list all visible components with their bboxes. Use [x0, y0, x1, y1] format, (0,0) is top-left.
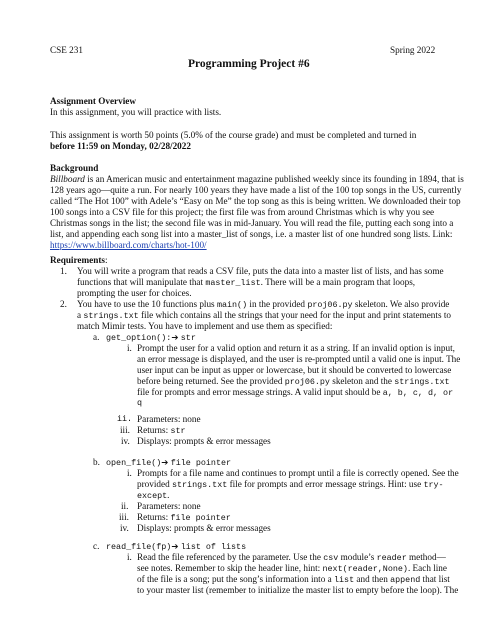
returns-line: Returns: file pointer [137, 512, 231, 523]
param-line: Parameters: none [137, 501, 201, 511]
course-code: CSE 231 [50, 45, 83, 55]
requirement-line: prompting the user for choices. [77, 288, 192, 298]
requirement-line: You have to use the 10 functions plus main() in the provided proj06.py skeleton. We also provide [77, 299, 450, 310]
roman-numeral: i. [127, 343, 132, 353]
roman-numeral: ii. [117, 414, 133, 424]
desc-line: see notes. Remember to skip the header line, hint: next(reader,None). Each line [137, 563, 447, 574]
desc-line: Prompts for a file name and continues to prompt until a file is correctly opened. See the [137, 468, 459, 478]
desc-line: file for prompts and error message strings. A valid input should be a, b, c, d, or [137, 387, 454, 398]
background-heading: Background [50, 163, 99, 173]
arrow-icon: ➔ [161, 458, 169, 468]
requirement-line: functions that will manipulate that master_list. There will be a main program that loops, [77, 277, 416, 288]
desc-line: Read the file referenced by the parameter. Use the csv module’s reader method— [137, 552, 446, 563]
function-signature-open-file: open_file()➔ file pointer [106, 458, 232, 468]
roman-numeral: iv. [120, 523, 129, 533]
requirements-heading: Requirements: [50, 255, 108, 265]
roman-numeral: iii. [119, 512, 129, 522]
code-main: main() [216, 300, 248, 310]
billboard-name: Billboard [50, 174, 85, 184]
list-number: 2. [60, 299, 67, 309]
background-line: Billboard is an American music and entertainment magazine published weekly since its founding in 1894, that is [50, 174, 464, 184]
desc-line: provided strings.txt file for prompts and error message strings. Hint: use try- [137, 479, 444, 490]
overview-heading: Assignment Overview [50, 96, 136, 106]
worth-text: This assignment is worth 50 points (5.0% of the course grade) and must be completed and turned in [50, 130, 417, 140]
page-title: Programming Project #6 [188, 58, 310, 70]
function-letter: a. [93, 332, 100, 342]
background-line: called “The Hot 100” with Adele’s “Easy on Me” the top song as this is being written. We downloaded their top [50, 196, 461, 206]
function-letter: b. [93, 457, 100, 467]
requirement-line: match Mimir tests. You have to implement and use them as specified: [77, 321, 333, 331]
function-letter: c. [93, 541, 100, 551]
requirement-line: a strings.txt file which contains all the strings that your need for the input and print statements to [77, 310, 451, 321]
background-line: 100 songs into a CSV file for this project; the first file was from around Christmas which is why you see [50, 207, 435, 217]
desc-line: before being returned. See the provided proj06.py skeleton and the strings.txt [137, 376, 450, 387]
code-proj06: proj06.py [307, 300, 353, 310]
desc-line: Prompt the user for a valid option and return it as a string. If an invalid option is input, [137, 343, 455, 353]
function-signature-read-file: read_file(fp)➔ list of lists [106, 542, 247, 552]
displays-line: Displays: prompts & error messages [137, 436, 271, 446]
billboard-link[interactable]: https://www.billboard.com/charts/hot-100/ [50, 240, 207, 250]
due-date: before 11:59 on Monday, 02/28/2022 [50, 141, 191, 151]
requirement-line: You will write a program that reads a CSV file, puts the data into a master list of lists, and has some [77, 266, 444, 276]
code-strings-txt: strings.txt [83, 311, 139, 321]
returns-line: Returns: str [137, 425, 186, 436]
roman-numeral: i. [127, 552, 132, 562]
param-line: Parameters: none [137, 414, 201, 424]
desc-line: of the file is a song; put the song’s information into a list and then append that list [137, 574, 450, 585]
desc-line: user input can be input as upper or lowercase, but it should be converted to lowercase [137, 365, 452, 375]
list-number: 1. [60, 266, 67, 276]
term-label: Spring 2022 [390, 45, 436, 55]
background-line: list, and appending each song list into a master_list of songs, i.e. a master list of one hundred song lists. Link: [50, 229, 453, 239]
arrow-icon: ➔ [171, 333, 179, 343]
overview-text: In this assignment, you will practice with lists. [50, 107, 222, 117]
roman-numeral: iii. [120, 425, 130, 435]
desc-line: an error message is displayed, and the user is re-prompted until a valid one is input. The [137, 354, 461, 364]
background-line: Christmas songs in the list; the second file was in mid-January. You will read the file, putting each song into a [50, 218, 454, 228]
desc-line: q [137, 398, 143, 408]
roman-numeral: ii. [121, 501, 129, 511]
code-master-list: master_list [205, 278, 261, 288]
roman-numeral: i. [127, 468, 132, 478]
roman-numeral: iv. [121, 436, 130, 446]
displays-line: Displays: prompts & error messages [137, 523, 271, 533]
arrow-icon: ➔ [171, 542, 179, 552]
background-line: 128 years ago—quite a run. For nearly 100 years they have made a list of the 100 top songs in the US, currently [50, 185, 462, 195]
function-signature-get-option: get_option():➔ str [106, 333, 196, 343]
desc-line: except. [137, 490, 170, 501]
desc-line: to your master list (remember to initialize the master list to empty before the loop). The [137, 585, 459, 595]
